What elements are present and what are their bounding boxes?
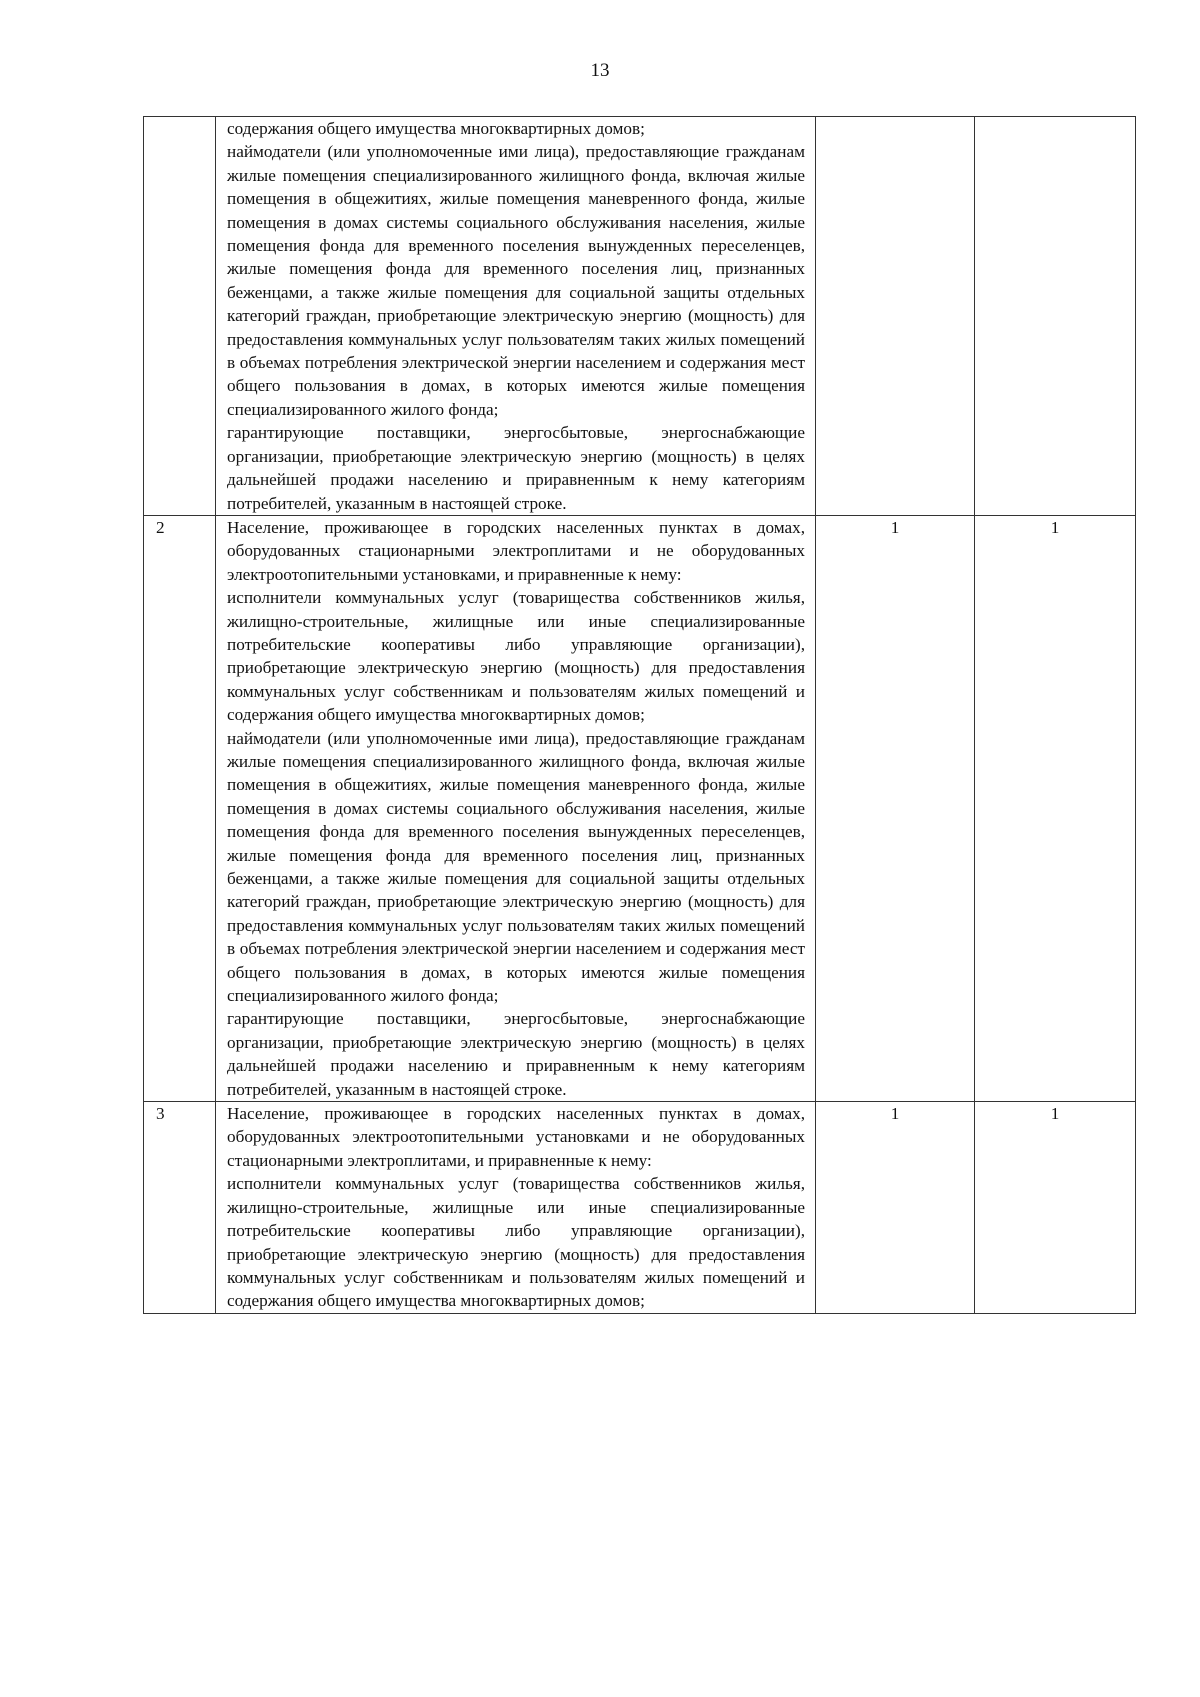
table-row (144, 117, 1136, 516)
row-description-cell (216, 117, 816, 516)
tariff-table (143, 116, 1136, 1314)
row-paragraph: исполнители коммунальных услуг (товарищества собственников жилья, жилищно-строительные, жилищные или иные специализированные потребительские кооперативы либо управляющие организации), приобретающие электрическую энергию (мощность) для предоставления коммунальных услуг собственникам и пользователям жилых помещений и содержания общего имущества многоквартирных домов; (227, 1174, 805, 1311)
page-number: 13 (590, 60, 610, 81)
table-row (144, 515, 1136, 1101)
row-paragraph: содержания общего имущества многоквартирных домов; (227, 119, 645, 138)
row-paragraph: наймодатели (или уполномоченные ими лица), предоставляющие гражданам жилые помещения специализированного жилищного фонда, включая жилые помещения в общежитиях, жилые помещения маневренного фонда, жилые помещения в домах системы социального обслуживания населения, жилые помещения фонда для временного поселения вынужденных переселенцев, жилые помещения фонда для временного поселения лиц, признанных беженцами, а также жилые помещения для социальной защиты отдельных категорий граждан, приобретающие электрическую энергию (мощность) для предоставления коммунальных услуг пользователям таких жилых помещений в объемах потребления электрической энергии населением и содержания мест общего пользования в домах, в которых имеются жилые помещения специализированного жилого фонда; (227, 142, 805, 419)
row-paragraph: исполнители коммунальных услуг (товарищества собственников жилья, жилищно-строительные, жилищные или иные специализированные потребительские кооперативы либо управляющие организации), приобретающие электрическую энергию (мощность) для предоставления коммунальных услуг собственникам и пользователям жилых помещений и содержания общего имущества многоквартирных домов; (227, 588, 805, 725)
row-value-a-cell: 1 (816, 1102, 975, 1314)
row-description-cell (216, 1102, 816, 1314)
row-paragraph: наймодатели (или уполномоченные ими лица), предоставляющие гражданам жилые помещения специализированного жилищного фонда, включая жилые помещения в общежитиях, жилые помещения маневренного фонда, жилые помещения в домах системы социального обслуживания населения, жилые помещения фонда для временного поселения вынужденных переселенцев, жилые помещения фонда для временного поселения лиц, признанных беженцами, а также жилые помещения для социальной защиты отдельных категорий граждан, приобретающие электрическую энергию (мощность) для предоставления коммунальных услуг пользователям таких жилых помещений в объемах потребления электрической энергии населением и содержания мест общего пользования в домах, в которых имеются жилые помещения специализированного жилого фонда; (227, 728, 805, 1006)
row-value-b-cell: 1 (975, 515, 1136, 1101)
row-value-b-cell (975, 117, 1136, 516)
row-value-b-cell: 1 (975, 1102, 1136, 1314)
table-row (144, 1102, 1136, 1314)
row-number-cell: 2 (144, 515, 216, 1101)
row-value-a-cell: 1 (816, 515, 975, 1101)
row-number-cell: 3 (144, 1102, 216, 1314)
row-number-cell (144, 117, 216, 516)
row-paragraph: гарантирующие поставщики, энергосбытовые, энергоснабжающие организации, приобретающие электрическую энергию (мощность) в целях дальнейшей продажи населению и приравненным к нему категориям потребителей, указанным в настоящей строке. (227, 1009, 805, 1099)
row-paragraph: Население, проживающее в городских населенных пунктах в домах, оборудованных электроотопительными установками и не оборудованных стационарными электроплитами, и приравненные к нему: (227, 1104, 805, 1170)
row-paragraph: Население, проживающее в городских населенных пунктах в домах, оборудованных стационарными электроплитами и не оборудованных электроотопительными установками, и приравненные к нему: (227, 517, 805, 584)
row-value-a-cell (816, 117, 975, 516)
row-description-cell (216, 515, 816, 1101)
row-paragraph: гарантирующие поставщики, энергосбытовые, энергоснабжающие организации, приобретающие электрическую энергию (мощность) в целях дальнейшей продажи населению и приравненным к нему категориям потребителей, указанным в настоящей строке. (227, 423, 805, 513)
